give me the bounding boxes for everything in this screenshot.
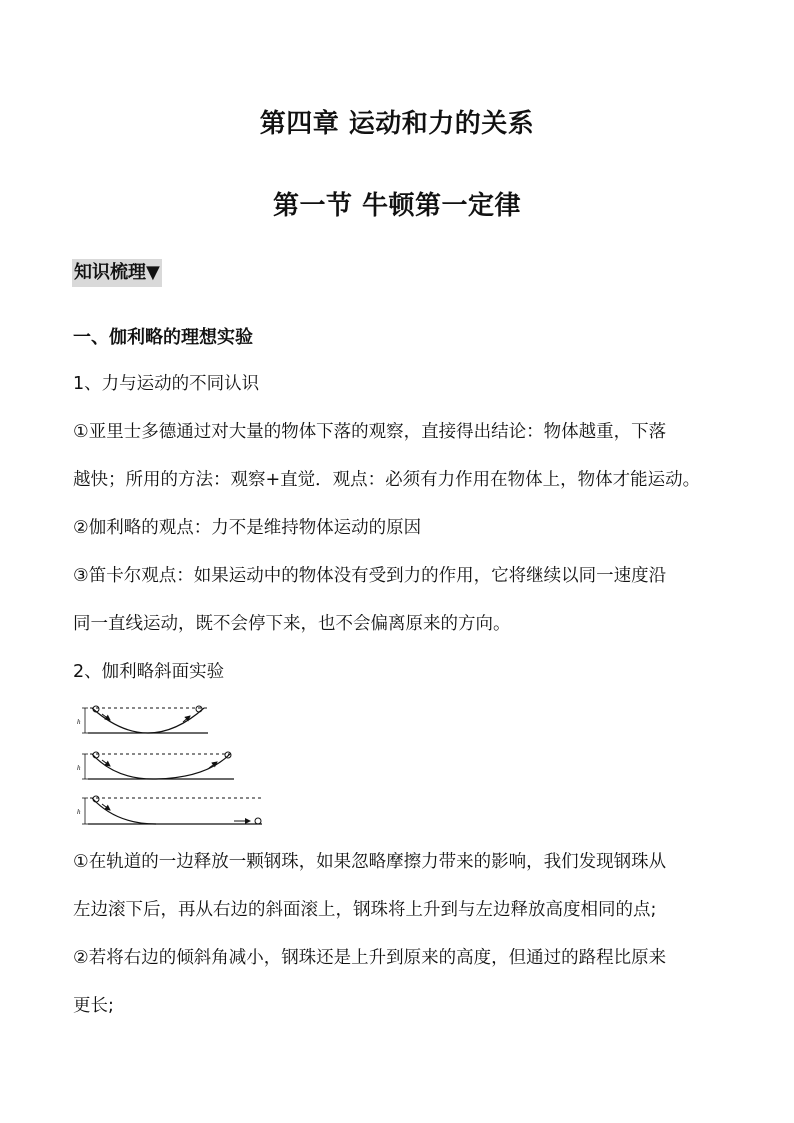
paragraph-aristotle-line2: 越快；所用的方法：观察+直觉．观点：必须有力作用在物体上，物体才能运动。 xyxy=(73,470,701,490)
heading-galileo-ideal-experiment: 一、伽利略的理想实验 xyxy=(73,327,253,348)
inclined-plane-figure xyxy=(76,700,276,830)
paragraph-experiment1-line2: 左边滚下后，再从右边的斜面滚上，钢珠将上升到与左边释放高度相同的点; xyxy=(73,900,657,920)
paragraph-experiment2-line2: 更长; xyxy=(73,996,114,1016)
diagram-reduced-angle-track xyxy=(77,752,234,779)
paragraph-experiment2-line1: ②若将右边的倾斜角减小，钢珠还是上升到原来的高度，但通过的路程比原来 xyxy=(73,948,667,968)
paragraph-aristotle-line1: ①亚里士多德通过对大量的物体下落的观察，直接得出结论：物体越重，下落 xyxy=(73,422,667,442)
section-title: 第一节 牛顿第一定律 xyxy=(272,191,522,221)
item2-title: 2、伽利略斜面实验 xyxy=(73,662,225,682)
knowledge-summary-badge: 知识梳理▼ xyxy=(72,259,162,287)
diagram-symmetric-track xyxy=(77,706,208,733)
chapter-title: 第四章 运动和力的关系 xyxy=(259,109,535,139)
diagram-horizontal-track xyxy=(77,796,264,824)
height-label-3: h xyxy=(77,808,81,816)
height-label-1: h xyxy=(77,718,81,726)
paragraph-galileo: ②伽利略的观点：力不是维持物体运动的原因 xyxy=(73,518,422,538)
paragraph-descartes-line1: ③笛卡尔观点：如果运动中的物体没有受到力的作用，它将继续以同一速度沿 xyxy=(73,566,667,586)
height-label-2: h xyxy=(77,764,81,772)
item1-title: 1、力与运动的不同认识 xyxy=(73,374,260,394)
paragraph-experiment1-line1: ①在轨道的一边释放一颗钢珠，如果忽略摩擦力带来的影响，我们发现钢珠从 xyxy=(73,852,667,872)
paragraph-descartes-line2: 同一直线运动，既不会停下来，也不会偏离原来的方向。 xyxy=(73,614,511,634)
